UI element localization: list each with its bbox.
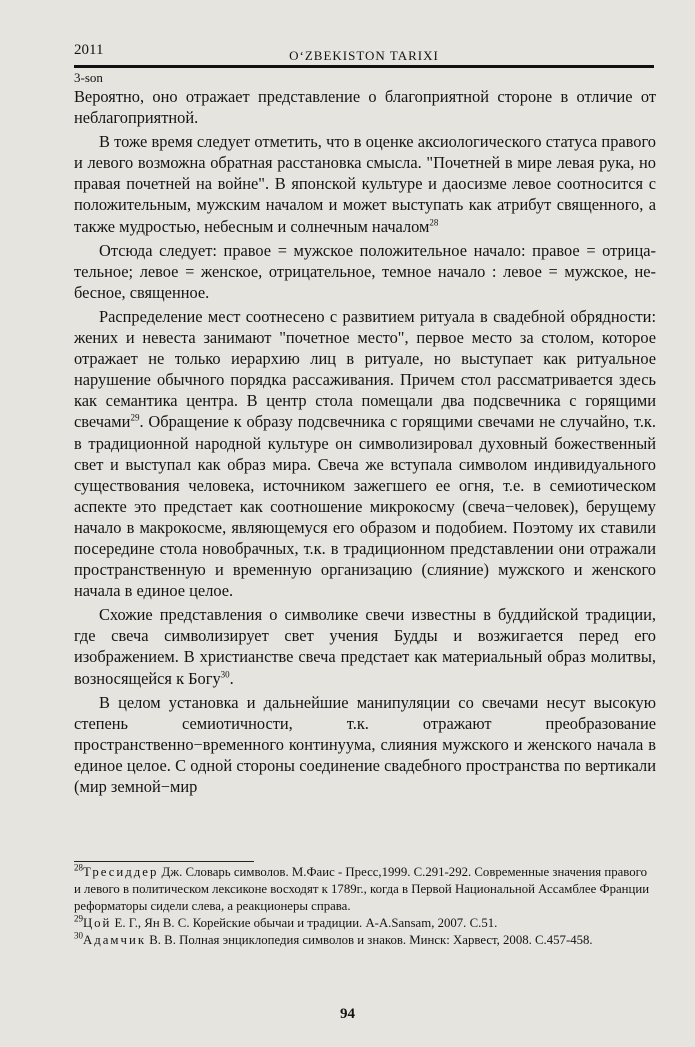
paragraph: Отсюда следует: правое = мужское положительное начало: правое = отрица-тельное; левое = женское, отрицательное, темное начало : левое = мужское, не-бесное, священное. bbox=[74, 240, 656, 302]
footnote-ref: 29 bbox=[130, 412, 140, 423]
paragraph: Вероятно, оно отражает представление о благоприятной стороне в отличие от неблагоприятной. bbox=[74, 87, 656, 128]
journal-title: O‘ZBEKISTON TARIXI bbox=[289, 48, 439, 63]
footnote-ref: 30 bbox=[220, 669, 230, 680]
header-rule bbox=[74, 65, 654, 68]
paragraph: В тоже время следует отметить, что в оценке аксиологического статуса правого и левого возможна обратная расстановка смысла. "Почетней в мире левая рука, но правая почетней на войне". В японской культуре и даосизме левое соотносится с положительным, мужским началом и может выступать как атрибут священного, а также мудростью, небесным и солнечным началом$^{28}$ bbox=[74, 132, 656, 236]
footnote-ref: 28 bbox=[429, 217, 439, 228]
issue-label: 3-son bbox=[74, 70, 103, 85]
footnote: $^{30}$Адамчик В. В. Полная энциклопедия символов и знаков. Минск: Харвест, 2008. С.457-458. bbox=[74, 930, 593, 947]
footnote: $^{29}$Цой Е. Г., Ян В. С. Корейские обычаи и традиции. А-А.Sansam, 2007. С.51. bbox=[74, 913, 498, 930]
paragraph: Схожие представления о символике свечи известны в буддийской традиции, где свеча символизирует свет учения Будды и возжигается перед его изображением. В христианстве свеча предстает как материальный образ молитвы, возносящейся к Богу$^{30}$. bbox=[74, 605, 656, 688]
paragraph: В целом установка и дальнейшие манипуляции со свечами несут высокую степень семиотичности, т.к. отражают преобразование пространственно−временного континуума, слияния мужского и женского начала в единое целое. С одной стороны соединение свадебного пространства по вертикали (мир земной−мир bbox=[74, 692, 656, 796]
header-year: 2011 bbox=[74, 42, 104, 58]
footnote-separator bbox=[74, 861, 254, 862]
footnote: $^{28}$Тресиддер Дж. Словарь символов. М.Фаис - Пресс,1999. С.291-292. Современные значения правого и левого в политическом лексиконе восходят к 1789г., когда в Первой Национальной Ассамблее Франции реформаторы сидели слева, а реакционеры справа. bbox=[74, 862, 650, 913]
running-header bbox=[74, 40, 654, 66]
page-number: 94 bbox=[340, 1006, 355, 1022]
paragraph: Распределение мест соотнесено с развитием ритуала в свадебной обрядности: жених и невеста занимают "почетное место", первое место за столом, которое отражает не только иерархию лиц в ритуале, но выступает как ритуальное нарушение обычного порядка рассаживания. Причем стол рассматривается здесь как семантика центра. В центр стола помещали два подсвечника с горящими свечами$^{29}$. Обращение к образу подсвечника с горящими свечами не случайно, т.к. в традиционной народной культуре он символизировал духовный божественный свет и выступал как образ мира. Свеча же вступала символом индивидуального существования человека, источником зажегшего ее огня, т.е. в семиотическом аспекте это предстает как соотношение микрокосму (свеча−человек), берущему начало в макрокосме, являющемуся его образом и подобием. Поэтому их ставили посередине стола новобрачных, т.к. в традиционном представлении они отражали пространственную и временную организацию (слияние) мужского и женского начала в единое целое. bbox=[74, 306, 656, 601]
footnotes bbox=[74, 864, 656, 949]
article-body bbox=[74, 86, 656, 800]
